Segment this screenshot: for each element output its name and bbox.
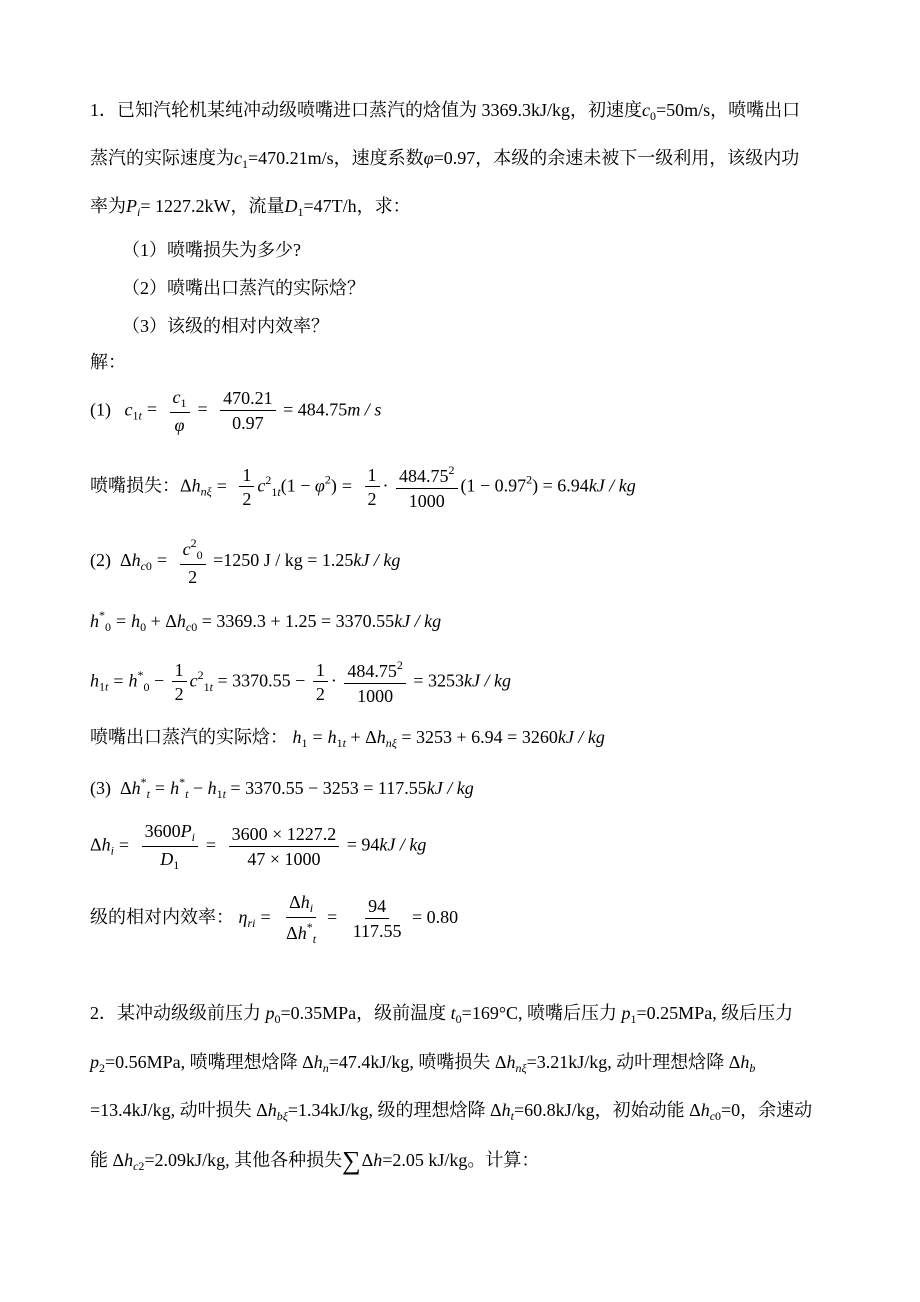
problem2-line2: $p_2=0.56MPa$, 喷嘴理想焓降 $\Delta h_n=47.4kJ/kg$, 喷嘴损失 $\Delta h_{n\xi}=3.21kJ/kg$, 动叶理想焓降 $\Delta h_b$ [90,1052,756,1075]
equation-1: (1) $c_{1t}$ = $\frac{c_1}{\varphi}$ = $\frac{470.21}{0.97}$ = 484.75m / s [90,387,382,435]
problem1-line1: 1．已知汽轮机某纯冲动级喷嘴进口蒸汽的焓值为 3369.3kJ/kg，初速度$c_0=50m/s$，喷嘴出口 [90,100,801,123]
question-3: （3）该级的相对内效率？ [122,316,329,336]
question-1: （1）喷嘴损失为多少? [122,240,301,260]
equation-8: $\Delta h_i$ = $\frac{3600P_i}{D_1}$ = $\frac{3600 \times 1227.2}{47 \times 1000}$ = 94kJ / kg [90,821,427,872]
equation-6: 喷嘴出口蒸汽的实际焓： $h_1 = h_{1t} + \Delta h_{n\xi} = 3253 + 6.94 = 3260kJ$ / kg [90,727,605,750]
equation-4: $h_{*0} = h_0 + \Delta h_{c0} = 3369.3 + 1.25 = 3370.55kJ$ / kg [90,608,442,634]
problem2-line4: 能 $\Delta h_{c2}=2.09kJ/kg$, 其他各种损失∑Δh=2.05 kJ/kg。计算： [90,1146,540,1175]
problem1-line3: 率为$P_i= 1227.2kW$，流量$D_1=47T/h$，求： [90,196,411,219]
problem1-line2: 蒸汽的实际速度为$c_1=470.21m/s$，速度系数φ=0.97，本级的余速未被下一级利用，该级内功 [90,148,800,171]
solution-label: 解： [90,352,126,372]
problem2-line3: =13.4kJ/kg, 动叶损失 $\Delta h_{b\xi}=1.34kJ/kg$, 级的理想焓降 $\Delta h_t=60.8kJ/kg$，初始动能 $\Delta h_{c0}=0$，余速动 [90,1100,813,1123]
equation-3: (2) $\Delta h_{c0}$ = $\frac{c_{20}}{2}$ =1250 J / kg = 1.25kJ / kg [90,536,401,587]
equation-2: 喷嘴损失：$\Delta h_{n\xi}$ = $\frac{1}{2}$ $c_{21t}(1 - \varphi^2)$ = $\frac{1}{2}$ · $\frac{484.75^2}{1000}$ $(1 - 0.97^2) = 6.94kJ$ / kg [90,463,636,511]
question-2: （2）喷嘴出口蒸汽的实际焓？ [122,278,365,298]
equation-7: (3) $\Delta h_{*t} = h_{*t} - h_{1t} = 3370.55 - 3253 = 117.55kJ$ / kg [90,775,474,801]
equation-9: 级的相对内效率： $\eta_{ri}$ = $\frac{\Delta h_i}{\Delta h_{*t}}$ = $\frac{94}{117.55}$ = 0.80 [90,892,459,946]
problem2-line1: 2．某冲动级级前压力 $p_0=0.35MPa$，级前温度 $t_0=169^\circ C$, 喷嘴后压力 $p_1=0.25MPa$, 级后压力 [90,1003,794,1026]
equation-5: $h_{1t} = h_{*0}$ − $\frac{1}{2}$ $c_{21t} = 3370.55$ − $\frac{1}{2}$ · $\frac{484.75^2}{1000}$ = 3253kJ / kg [90,658,511,706]
